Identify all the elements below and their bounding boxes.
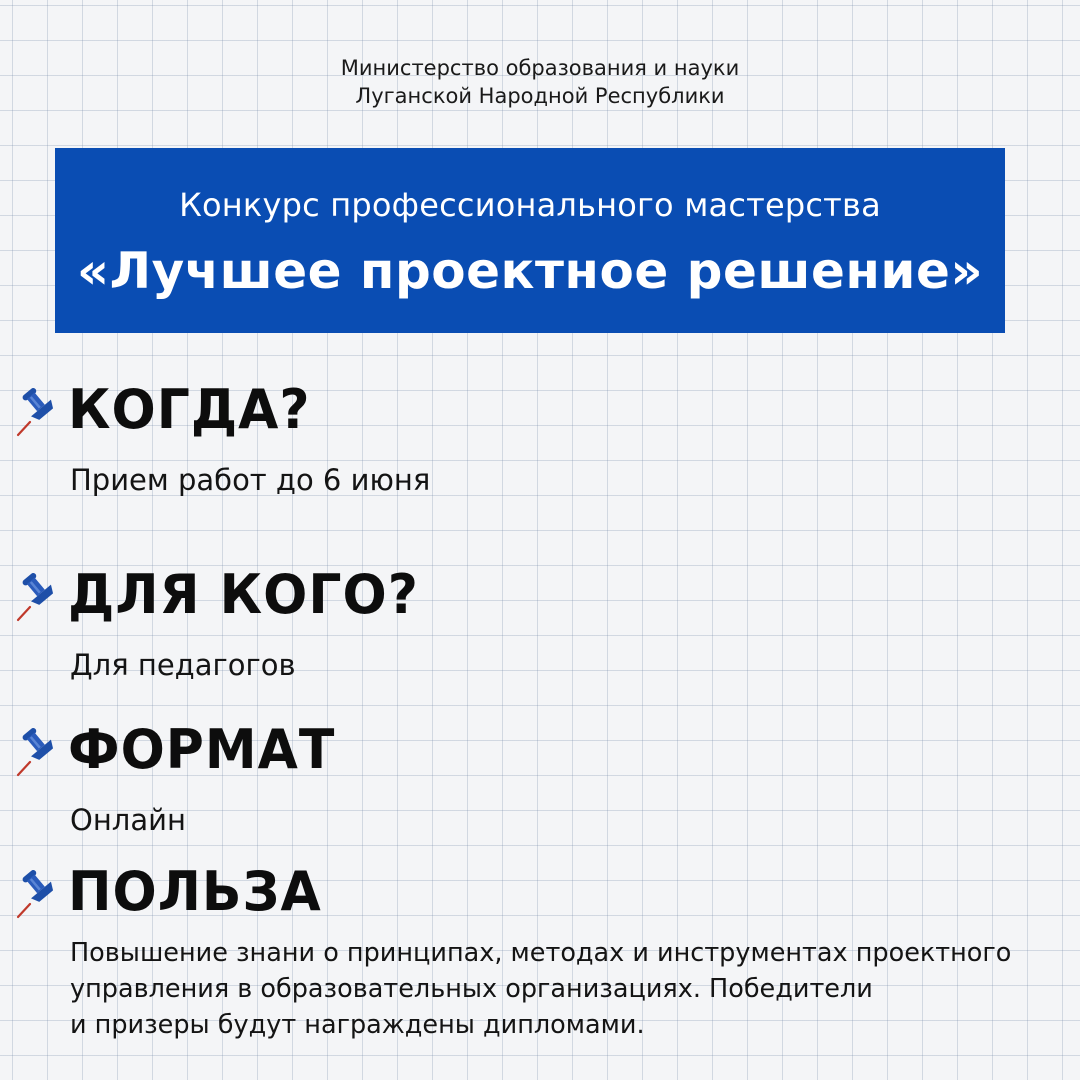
section-heading-for-whom: ДЛЯ КОГО? xyxy=(68,563,419,627)
benefit-line-2: управления в образовательных организациях. Победители xyxy=(70,974,873,1004)
section-heading-format: ФОРМАТ xyxy=(68,718,336,782)
banner-subtitle: Конкурс профессионального мастерства xyxy=(179,186,881,224)
section-heading-when: КОГДА? xyxy=(68,378,311,442)
section-text-when: Прием работ до 6 июня xyxy=(70,463,431,497)
section-for-whom xyxy=(14,565,419,625)
benefit-line-1: Повышение знани о принципах, методах и инструментах проектного xyxy=(70,938,1012,968)
section-text-benefit xyxy=(70,935,1060,1043)
pushpin-icon xyxy=(14,722,64,778)
pushpin-icon xyxy=(14,382,64,438)
ministry-line-2: Луганской Народной Республики xyxy=(355,84,725,108)
section-format xyxy=(14,720,335,780)
section-heading-benefit: ПОЛЬЗА xyxy=(68,860,322,924)
section-benefit xyxy=(14,862,322,922)
benefit-line-3: и призеры будут награждены дипломами. xyxy=(70,1010,645,1040)
ministry-header xyxy=(0,54,1080,110)
title-banner xyxy=(55,148,1005,333)
pushpin-icon xyxy=(14,864,64,920)
section-text-format: Онлайн xyxy=(70,803,186,837)
section-text-for-whom: Для педагогов xyxy=(70,648,296,682)
section-when xyxy=(14,380,311,440)
ministry-line-1: Министерство образования и науки xyxy=(340,56,740,80)
banner-title: «Лучшее проектное решение» xyxy=(76,242,984,300)
pushpin-icon xyxy=(14,567,64,623)
